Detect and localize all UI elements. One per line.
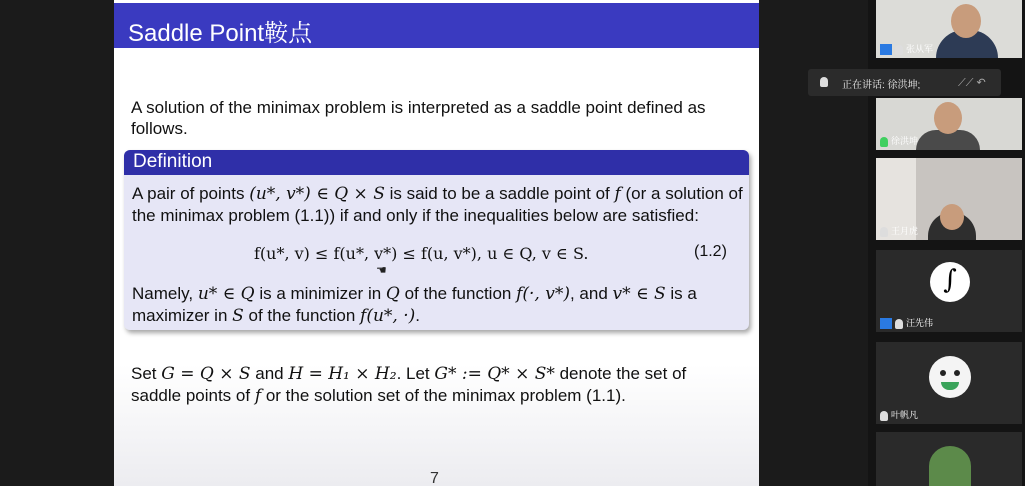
mic-icon: [895, 319, 903, 329]
presentation-slide: [114, 0, 759, 486]
participant-tile[interactable]: [876, 432, 1022, 486]
mic-icon: [880, 227, 888, 237]
slide-title: Saddle Point鞍点: [128, 20, 313, 47]
definition-header: [124, 150, 749, 175]
host-badge-icon: [880, 44, 892, 55]
speaking-text: 正在讲话: 徐洪坤;: [842, 80, 921, 91]
definition-namely-text: Namely, u* ∈ Q is a minimizer in Q of the function f(·, v*), and v* ∈ S is a maximizer in S of the function f(u*, ·).: [132, 284, 697, 326]
participant-avatar: [929, 446, 971, 486]
participant-video: [934, 102, 962, 134]
participant-tile[interactable]: [876, 98, 1022, 150]
definition-text: A pair of points (u*, v*) ∈ Q × S is said to be a saddle point of f (or a solution of the minimax problem (1.1)) if and only if the inequalities below are satisfied:: [132, 184, 743, 225]
speaker-mic-icon: [820, 77, 828, 87]
participant-tile[interactable]: [876, 250, 1022, 332]
hand-cursor-icon: ☚: [376, 263, 387, 277]
definition-block: [124, 150, 749, 330]
mic-icon: [880, 411, 888, 421]
participant-video: [951, 4, 981, 38]
participant-avatar: [929, 356, 971, 398]
participant-tile[interactable]: [876, 0, 1022, 58]
active-mic-icon: [880, 137, 888, 147]
set-definition-paragraph: Set G = Q × S and H = H₁ × H₂. Let G* := Q* × S* denote the set of saddle points of f or the solution set of the minimax problem (1.1).: [131, 364, 687, 406]
saddle-inequality-equation: f(u*, v) ≤ f(u*, v*) ≤ f(u, v*), u ∈ Q, v ∈ S.: [254, 244, 589, 263]
slide-page-number: 7: [430, 470, 439, 486]
speaking-indicator: [808, 69, 1001, 96]
participant-name: 叶帆凡: [891, 410, 919, 420]
intro-paragraph: A solution of the minimax problem is interpreted as a saddle point defined as follows.: [131, 98, 706, 138]
participant-name: 张从军: [906, 43, 934, 54]
participant-avatar: [930, 262, 970, 302]
user-badge-icon: [880, 318, 892, 329]
definition-heading: Definition: [133, 151, 213, 172]
integral-icon: ∫: [943, 265, 957, 295]
participant-name: 徐洪坤: [891, 136, 919, 146]
participant-name: 王月虎: [891, 226, 919, 236]
slide-title-bar: [114, 3, 759, 48]
participant-video: [940, 204, 964, 230]
participant-name: 汪先伟: [906, 317, 934, 328]
participant-tile[interactable]: [876, 158, 1022, 240]
collapse-arrow-icon[interactable]: ⟋⟋ ↶: [958, 77, 986, 89]
equation-number: (1.2): [694, 243, 727, 260]
participant-tile[interactable]: [876, 342, 1022, 424]
mic-icon: [895, 45, 903, 55]
